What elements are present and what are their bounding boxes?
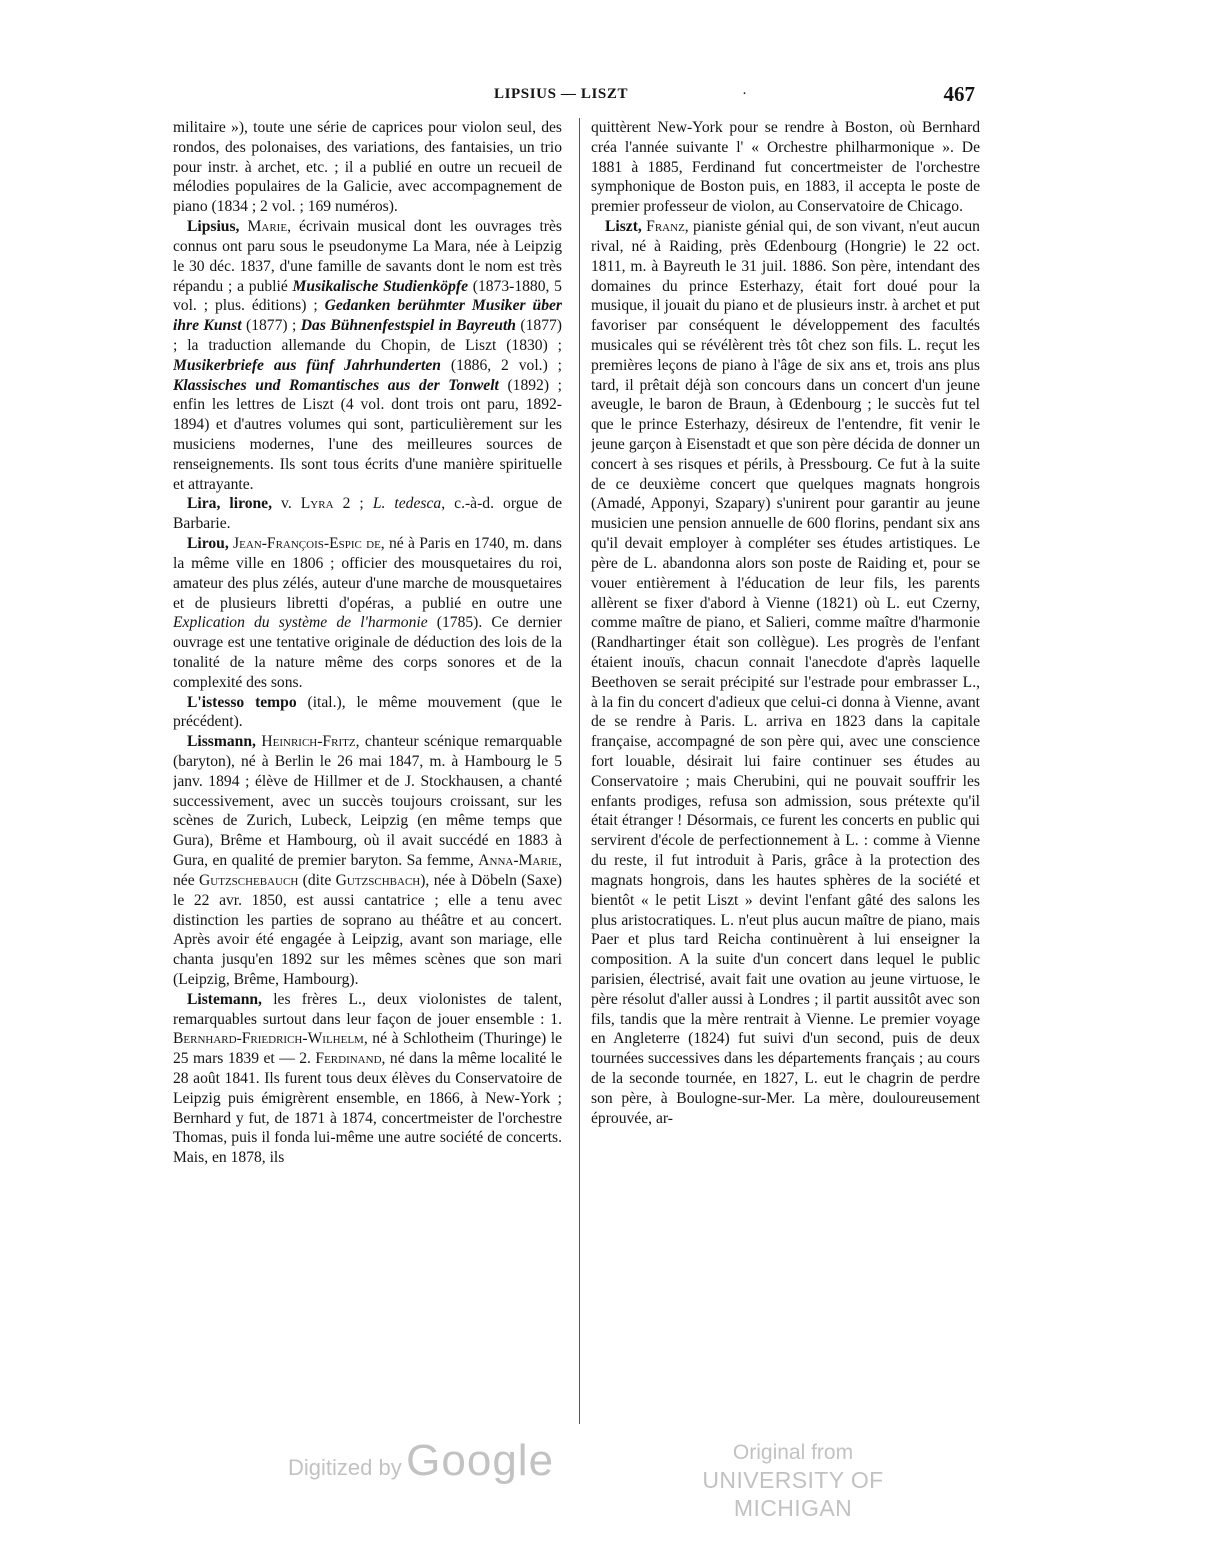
- university-line: UNIVERSITY OF MICHIGAN: [702, 1467, 884, 1521]
- running-header: [0, 82, 1207, 110]
- digitized-by-google-watermark: [288, 1436, 554, 1486]
- original-from-line: Original from: [732, 1441, 854, 1464]
- dictionary-entry: Liszt, Franz, pianiste génial qui, de son vivant, n'eut aucun rival, né à Raiding, près Œdenbourg (Hongrie) le 22 oct. 1811, m. à Bayreuth le 31 juil. 1886. Son père, intendant des domaines du prince Esterhazy, était fort doué pour la musique, il jouait du piano et de plusieurs instr. à archet et put favoriser par conséquent le développement des facultés musicales qui se révélèrent très tôt chez son fils. L. reçut les premières leçons de piano à l'âge de six ans et, trois ans plus tard, il prêtait déjà son concours dans un concert d'un jeune aveugle, le baron de Braun, à Œdenbourg ; le succès fut tel que le prince Esterhazy, désireux de l'entendre, fit venir le jeune garçon à Eisenstadt et que son père décida de donner un concert à ses risques et périls, à Pressbourg. Ce fut à la suite de ce deuxième concert que quelques magnats hongrois (Amadé, Apponyi, Szapary) s'unirent pour garantir au jeune musicien une pension annuelle de 600 florins, pendant six ans qu'il devait employer à compléter ses études artistiques. Le père de L. abandonna alors son poste de Raiding et, pour se vouer entièrement à l'éducation de leur fils, les parents allèrent se fixer d'abord à Vienne (1821) où L. eut Czerny, comme maître de piano, et Salieri, comme maître d'harmonie (Randhartinger était son collègue). Les progrès de l'enfant étaient inouïs, chacun connait l'anecdote d'après laquelle Beethoven se serait précipité sur l'estrade pour embrasser L., à la fin du concert d'adieux que celui-ci donna à Vienne, avant de se rendre à Paris. L. arriva en 1823 dans la capitale française, accompagné de son père qui, avec une conscience fort louable, désirait lui faire continuer ses études au Conservatoire ; mais Cherubini, qui ne pouvait souffrir les enfants prodiges, refusa son admission, sous prétexte qu'il était étranger ! Désormais, ce furent les concerts en public qui servirent d'école de perfectionnement à L. : comme à Vienne du reste, il fut introduit à Paris, grâce à la protection des magnats hongrois, dans les hautes sphères de la société et bientôt « le petit Liszt » devint l'enfant gâté des salons les plus aristocratiques. L. n'eut plus aucun maître de piano, mais Paer et plus tard Reicha continuèrent à lui enseigner la composition. A la suite d'un concert dans lequel le public parisien, électrisé, avait fait une ovation au jeune virtuose, le père résolut d'aller aussi à Londres ; il partit aussitôt avec son fils, tandis que la mère rentrait à Vienne. Le premier voyage en Angleterre (1824) fut suivi d'un second, puis de deux tournées successives dans les départements français ; au cours de la seconde tournée, en 1827, L. eut le chagrin de perdre son père, à Boulogne-sur-Mer. La mère, douloureusement éprouvée, ar-: [591, 218, 980, 1127]
- dictionary-entry: Listemann, les frères L., deux violonistes de talent, remarquables surtout dans leur façon de jouer ensemble : 1. Bernhard-Friedrich-Wilhelm, né à Schlotheim (Thuringe) le 25 mars 1839 et — 2. Ferdinand, né dans la même localité le 28 août 1841. Ils furent tous deux élèves du Conservatoire de Leipzig puis émigrèrent ensemble, en 1866, à New-York ; Bernhard y fut, de 1871 à 1874, concertmeister de l'orchestre Thomas, puis il fonda lui-même une autre société de concerts. Mais, en 1878, ils: [173, 990, 562, 1167]
- dictionary-entry: Lira, lirone, v. Lyra 2 ; L. tedesca, c.-à-d. orgue de Barbarie.: [173, 495, 562, 533]
- digitized-prefix: Digitized by: [288, 1455, 402, 1480]
- header-dot: ·: [742, 86, 747, 102]
- page-number: 467: [943, 82, 975, 106]
- dictionary-entry: Lissmann, Heinrich-Fritz, chanteur scénique remarquable (baryton), né à Berlin le 26 mai 1847, m. à Hambourg le 5 janv. 1894 ; élève de Hillmer et de J. Stockhausen, a chanté successivement, avec un succès toujours croissant, sur les scènes de Zurich, Lubeck, Leipzig (en même temps que Gura), Brême et Hambourg, où il avait succédé en 1883 à Gura, en qualité de premier baryton. Sa femme, Anna-Marie, née Gutzschebauch (dite Gutzschbach), née à Döbeln (Saxe) le 22 avr. 1850, est aussi cantatrice ; elle a tenu avec distinction les parties de soprano au théâtre et au concert. Après avoir été engagée à Leipzig, avant son mariage, elle chanta jusqu'en 1892 sur les mêmes scènes que son mari (Leipzig, Brême, Hambourg).: [173, 733, 562, 988]
- dictionary-entry: militaire »), toute une série de caprices pour violon seul, des rondos, des polonaises, des variations, des fantaisies, un trio pour instr. à archet, etc. ; il a publié en outre un recueil de mélodies populaires de la Galicie, avec accompagnement de piano (1834 ; 2 vol. ; 169 numéros).: [173, 119, 562, 216]
- running-title: LIPSIUS — LISZT: [494, 86, 629, 102]
- original-from-watermark: [668, 1440, 918, 1522]
- column-divider: [579, 118, 580, 1424]
- dictionary-entry: Lipsius, Marie, écrivain musical dont les ouvrages très connus ont paru sous le pseudonyme La Mara, née à Leipzig le 30 déc. 1837, d'une famille de savants dont le nom est très répandu ; a publié Musikalische Studienköpfe (1873-1880, 5 vol. ; plus. éditions) ; Gedanken berühmter Musiker über ihre Kunst (1877) ; Das Bühnenfestspiel in Bayreuth (1877) ; la traduction allemande du Chopin, de Liszt (1830) ; Musikerbriefe aus fünf Jahrhunderten (1886, 2 vol.) ; Klassisches und Romantisches aus der Tonwelt (1892) ; enfin les lettres de Liszt (4 vol. dont trois ont paru, 1892-1894) et d'autres volumes qui sont, particulièrement sur les musiciens modernes, l'une des meilleures sources de renseignements. Ils sont tous écrits d'une manière spirituelle et attrayante.: [173, 218, 562, 493]
- dictionary-entry: Lirou, Jean-François-Espic de, né à Paris en 1740, m. dans la même ville en 1806 ; officier des mousquetaires du roi, amateur des plus zélés, auteur d'une marche de mousquetaires et de plusieurs libretti d'opéras, a publié en outre une Explication du système de l'harmonie (1785). Ce dernier ouvrage est une tentative originale de déduction des lois de la tonalité de la nature même des corps sonores et de la complexité des sons.: [173, 535, 562, 691]
- google-brand: Google: [406, 1436, 555, 1485]
- right-column: [591, 118, 980, 1424]
- dictionary-entry: L'istesso tempo (ital.), le même mouvement (que le précédent).: [173, 693, 562, 731]
- left-column: [173, 118, 562, 1424]
- dictionary-entry: quittèrent New-York pour se rendre à Boston, où Bernhard créa l'année suivante l' « Orchestre philharmonique ». De 1881 à 1885, Ferdinand fut concertmeister de l'orchestre symphonique de Boston puis, en 1883, il accepta le poste de premier professeur de violon, au Conservatoire de Chicago.: [591, 119, 980, 216]
